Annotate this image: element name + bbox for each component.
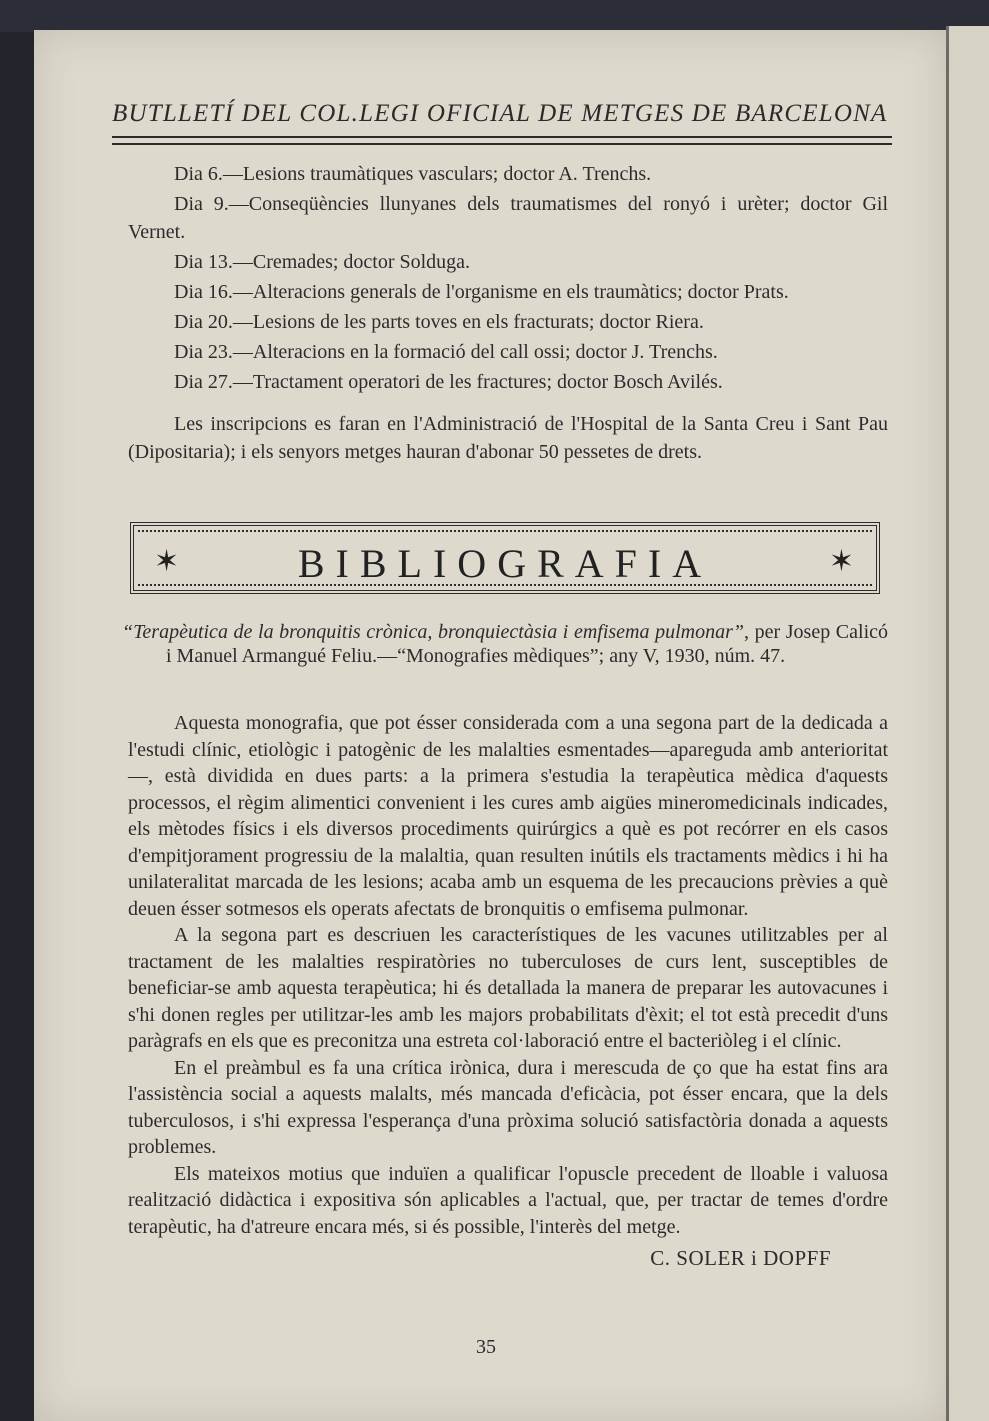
review-paragraph: A la segona part es descriuen les característiques de les vacunes utilitzables per al tractament de les malalties respiratòries no tuberculoses de curs lent, susceptibles de beneficiar-se amb aquesta terapèutica; hi és detallada la manera de preparar les autovacunes i s'hi donen regles per utilitzar-les amb les majors probabilitats d'èxit; el tot està precedit d'uns paràgrafs en els que es preconitza una estreta col·laboració entre el bacteriòleg i el clínic. [128,924,888,1052]
facing-page-edge [946,26,989,1421]
notice-paragraph: Les inscripcions es faran en l'Administració de l'Hospital de la Santa Creu i Sant Pau (Dipositaria); i els senyors metges hauran d'abonar 50 pessetes de drets. [128,413,888,463]
schedule-item: Dia 23.—Alteracions en la formació del call ossi; doctor J. Trenchs. [174,341,718,363]
schedule-item: Dia 27.—Tractament operatori de les fractures; doctor Bosch Avilés. [174,371,723,393]
section-title: BIBLIOGRAFIA [297,541,713,586]
registration-notice [128,410,888,466]
section-banner [130,522,880,594]
page-number: 35 [476,1336,496,1358]
schedule-item: Dia 9.—Conseqüències llunyanes dels traumatismes del ronyó i urèter; doctor Gil Vernet. [128,193,888,243]
review-paragraph: Els mateixos motius que induïen a qualificar l'opuscle precedent de lloable i valuosa realització didàctica i expositiva són aplicables a l'actual, que, per tractar de temes d'ordre terapèutic, ha d'atreure encara més, si és possible, l'interès del metge. [128,1162,888,1238]
book-review [128,710,888,1240]
review-paragraph: En el preàmbul es fa una crítica irònica, dura i merescuda de ço que ha estat fins ara l'assistència social a aquests malalts, més mancada d'eficàcia, pot ésser encara, que la dels tuberculosos, i s'hi expressa l'esperança d'una pròxima solució satisfactòria donada a aquests problemes. [128,1056,888,1158]
running-header: BUTLLETÍ DEL COL.LEGI OFICIAL DE METGES DE BARCELONA [112,100,888,127]
citation-details: , per Josep Calicó i Manuel Armangué Feliu.—“Monografies mèdiques”; any V, 1930, núm. 47. [166,621,889,667]
star-ornament-icon: ✶ [828,545,854,578]
citation-title: “Terapèutica de la bronquitis crònica, bronquiectàsia i emfisema pulmonar” [122,621,745,643]
review-signature: C. SOLER i DOPFF [650,1246,831,1270]
schedule-item: Dia 16.—Alteracions generals de l'organisme en els traumàtics; doctor Prats. [174,281,789,303]
lecture-schedule [128,160,888,398]
scan-top-edge [0,0,989,32]
header-rule [112,136,892,145]
star-ornament-icon: ✶ [154,545,180,578]
schedule-item: Dia 13.—Cremades; doctor Solduga. [174,251,471,273]
review-paragraph: Aquesta monografia, que pot ésser considerada com a una segona part de la dedicada a l'estudi clínic, etiològic i patogènic de les malalties esmentades—apareguda amb anterioritat—, està dividida en dues parts: a la primera s'estudia la terapèutica mèdica d'aquests processos, el règim alimentici convenient i les cures amb aigües mineromedicinals indicades, els mètodes físics i els diversos procediments quirúrgics a què es pot recórrer en els casos d'empitjorament progressiu de la malaltia, quan resulten inútils els tractaments mèdics i hi ha unilateralitat marcada de les lesions; acaba amb un esquema de les precaucions prèvies a què deuen ésser sotmesos els operats afectats de bronquitis o emfisema pulmonar. [128,712,888,920]
schedule-item: Dia 20.—Lesions de les parts toves en els fracturats; doctor Riera. [174,311,704,333]
citation-paragraph [122,620,888,668]
schedule-item: Dia 6.—Lesions traumàtiques vasculars; doctor A. Trenchs. [174,163,652,185]
book-citation [122,620,888,668]
